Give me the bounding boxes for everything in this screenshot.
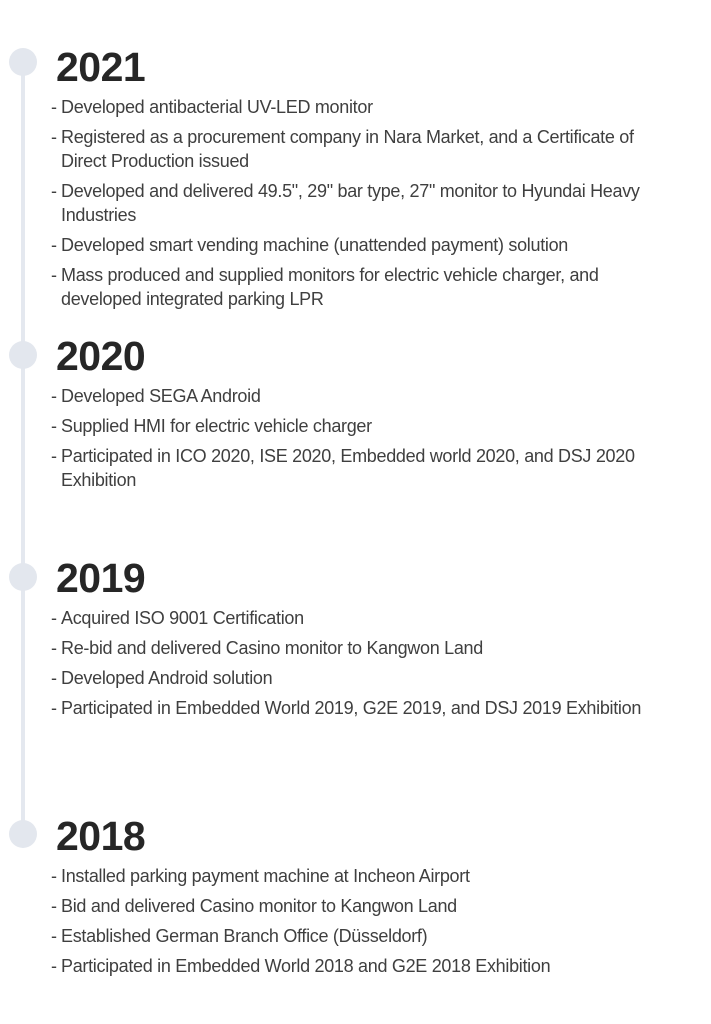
- timeline-line: [21, 62, 25, 834]
- event-item: - Re-bid and delivered Casino monitor to Kangwon Land: [50, 636, 670, 660]
- timeline-dot: [9, 48, 37, 76]
- year-title: 2019: [56, 555, 146, 601]
- event-item: - Developed Android solution: [50, 666, 670, 690]
- event-item: - Mass produced and supplied monitors for electric vehicle charger, and developed integrated parking LPR: [50, 263, 670, 311]
- year-title: 2020: [56, 333, 146, 379]
- event-item: - Participated in Embedded World 2018 and G2E 2018 Exhibition: [50, 954, 670, 978]
- event-item: - Participated in ICO 2020, ISE 2020, Embedded world 2020, and DSJ 2020 Exhibition: [50, 444, 670, 492]
- timeline-dot: [9, 341, 37, 369]
- timeline-dot: [9, 820, 37, 848]
- event-item: - Bid and delivered Casino monitor to Kangwon Land: [50, 894, 670, 918]
- timeline-dot: [9, 563, 37, 591]
- event-item: - Installed parking payment machine at Incheon Airport: [50, 864, 670, 888]
- event-list: [50, 606, 670, 726]
- event-list: [50, 864, 670, 984]
- event-item: - Acquired ISO 9001 Certification: [50, 606, 670, 630]
- event-item: - Developed smart vending machine (unattended payment) solution: [50, 233, 670, 257]
- event-item: - Registered as a procurement company in Nara Market, and a Certificate of Direct Production issued: [50, 125, 670, 173]
- event-item: - Developed SEGA Android: [50, 384, 670, 408]
- year-title: 2021: [56, 44, 146, 90]
- event-list: [50, 384, 670, 498]
- event-item: - Developed antibacterial UV-LED monitor: [50, 95, 670, 119]
- event-item: - Established German Branch Office (Düsseldorf): [50, 924, 670, 948]
- year-title: 2018: [56, 813, 146, 859]
- event-item: - Developed and delivered 49.5", 29" bar type, 27" monitor to Hyundai Heavy Industries: [50, 179, 670, 227]
- event-list: [50, 95, 670, 317]
- event-item: - Supplied HMI for electric vehicle charger: [50, 414, 670, 438]
- event-item: - Participated in Embedded World 2019, G2E 2019, and DSJ 2019 Exhibition: [50, 696, 670, 720]
